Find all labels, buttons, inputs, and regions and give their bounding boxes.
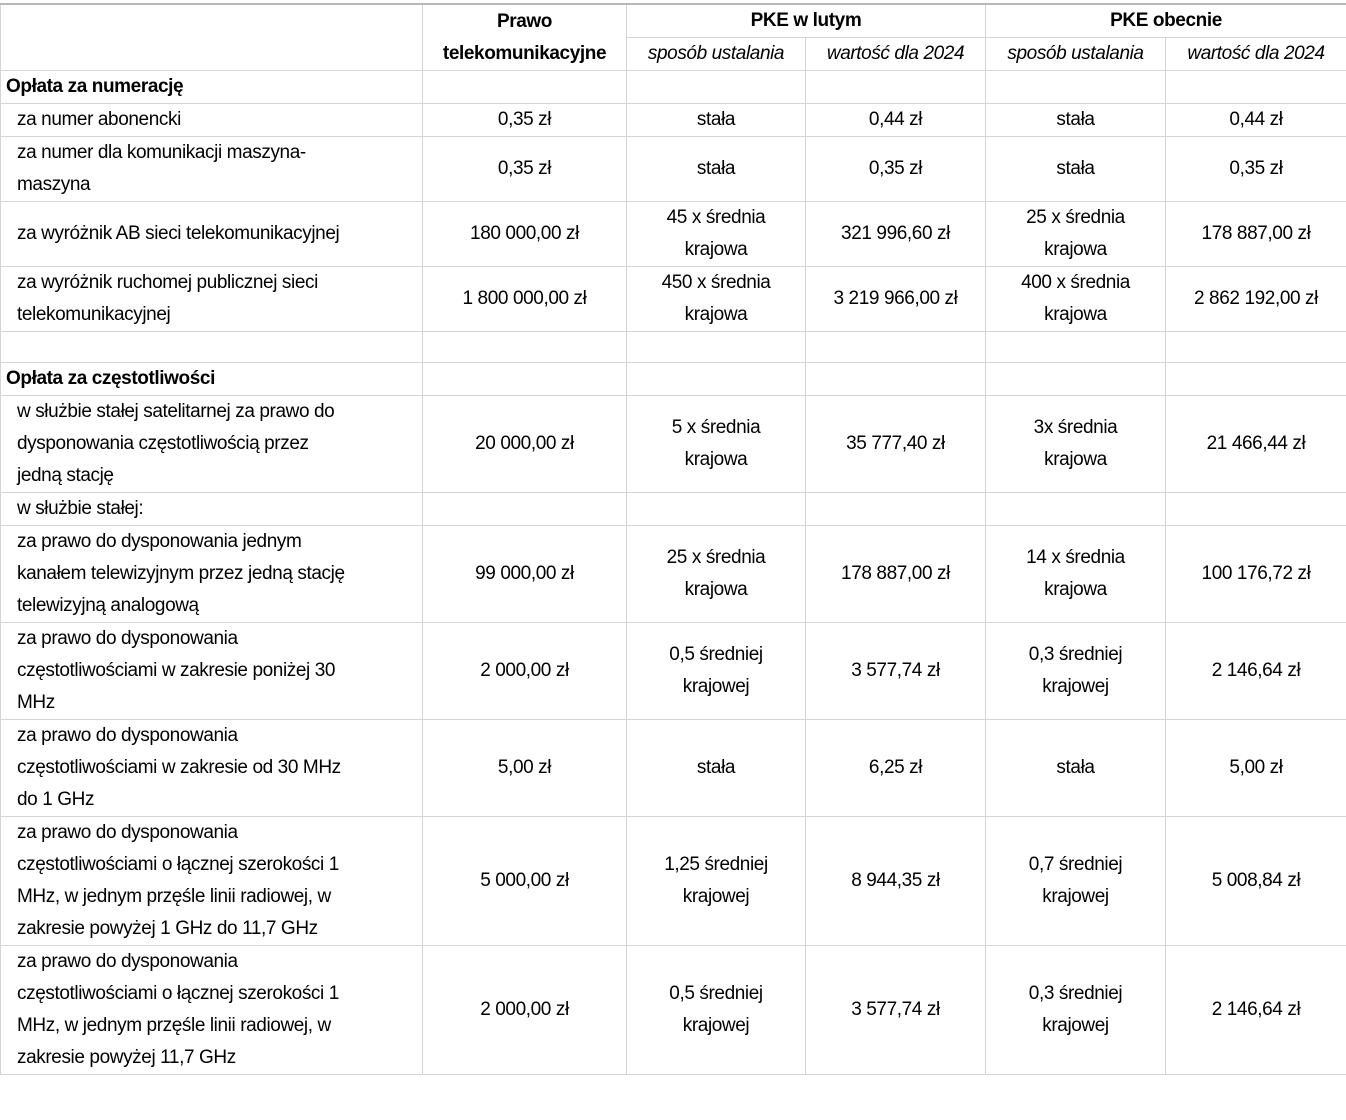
row-label: za wyróżnik ruchomej publicznej sieci telekomunikacyjnej	[1, 267, 423, 332]
cell-law: 5,00 zł	[423, 720, 627, 817]
header-feb-value: wartość dla 2024	[806, 38, 986, 71]
table-row	[1, 137, 1346, 202]
cell-now-value: 178 887,00 zł	[1166, 202, 1346, 267]
cell-now-value: 21 466,44 zł	[1166, 396, 1346, 493]
cell-now-method: 0,3 średniej krajowej	[986, 946, 1166, 1075]
cell-now-value: 0,44 zł	[1166, 104, 1346, 137]
section-title: Opłata za numerację	[1, 71, 423, 104]
cell-feb-value: 3 577,74 zł	[806, 623, 986, 720]
header-empty	[1, 4, 423, 71]
table-row	[1, 202, 1346, 267]
header-row-1	[1, 4, 1346, 38]
cell-feb-value: 0,44 zł	[806, 104, 986, 137]
row-label: za prawo do dysponowania częstotliwościami o łącznej szerokości 1 MHz, w jednym przęśle linii radiowej, w zakresie powyżej 11,7 GHz	[1, 946, 423, 1075]
cell-now-value: 5,00 zł	[1166, 720, 1346, 817]
cell-feb-method: 25 x średnia krajowa	[627, 526, 806, 623]
empty-cell	[806, 363, 986, 396]
empty-cell	[1166, 71, 1346, 104]
cell-feb-value: 0,35 zł	[806, 137, 986, 202]
cell-now-method: 0,3 średniej krajowej	[986, 623, 1166, 720]
cell-now-value	[1166, 493, 1346, 526]
table-row	[1, 104, 1346, 137]
table-row	[1, 817, 1346, 946]
empty-cell	[627, 363, 806, 396]
section-header-row	[1, 363, 1346, 396]
spacer-row	[1, 332, 1346, 363]
empty-cell	[806, 71, 986, 104]
header-now-method: sposób ustalania	[986, 38, 1166, 71]
empty-cell	[1166, 332, 1346, 363]
cell-now-method: stała	[986, 137, 1166, 202]
cell-feb-method: stała	[627, 104, 806, 137]
cell-feb-value: 178 887,00 zł	[806, 526, 986, 623]
cell-law: 2 000,00 zł	[423, 623, 627, 720]
cell-feb-value: 321 996,60 zł	[806, 202, 986, 267]
row-label: za prawo do dysponowania częstotliwościami o łącznej szerokości 1 MHz, w jednym przęśle linii radiowej, w zakresie powyżej 1 GHz do 11,7 GHz	[1, 817, 423, 946]
empty-cell	[423, 363, 627, 396]
cell-now-value: 5 008,84 zł	[1166, 817, 1346, 946]
table-row	[1, 493, 1346, 526]
cell-now-value: 2 862 192,00 zł	[1166, 267, 1346, 332]
empty-cell	[627, 332, 806, 363]
cell-now-method: 0,7 średniej krajowej	[986, 817, 1166, 946]
cell-feb-value	[806, 493, 986, 526]
row-label: za wyróżnik AB sieci telekomunikacyjnej	[1, 202, 423, 267]
cell-now-value: 2 146,64 zł	[1166, 623, 1346, 720]
row-label: za prawo do dysponowania częstotliwościami w zakresie poniżej 30 MHz	[1, 623, 423, 720]
header-now-value: wartość dla 2024	[1166, 38, 1346, 71]
cell-feb-method: stała	[627, 720, 806, 817]
table-row	[1, 396, 1346, 493]
row-label: za prawo do dysponowania jednym kanałem telewizyjnym przez jedną stację telewizyjną analogową	[1, 526, 423, 623]
header-pke-now: PKE obecnie	[986, 4, 1346, 38]
row-label: w służbie stałej satelitarnej za prawo do dysponowania częstotliwością przez jedną stację	[1, 396, 423, 493]
section-title: Opłata za częstotliwości	[1, 363, 423, 396]
cell-law	[423, 493, 627, 526]
empty-cell	[423, 332, 627, 363]
row-label: za prawo do dysponowania częstotliwościami w zakresie od 30 MHz do 1 GHz	[1, 720, 423, 817]
cell-feb-method: 45 x średnia krajowa	[627, 202, 806, 267]
cell-now-method: 14 x średnia krajowa	[986, 526, 1166, 623]
cell-feb-method: 450 x średnia krajowa	[627, 267, 806, 332]
empty-cell	[986, 332, 1166, 363]
cell-law: 180 000,00 zł	[423, 202, 627, 267]
row-label: w służbie stałej:	[1, 493, 423, 526]
cell-feb-method: 0,5 średniej krajowej	[627, 623, 806, 720]
cell-feb-value: 8 944,35 zł	[806, 817, 986, 946]
cell-now-value: 100 176,72 zł	[1166, 526, 1346, 623]
cell-feb-value: 3 219 966,00 zł	[806, 267, 986, 332]
cell-now-method: 25 x średnia krajowa	[986, 202, 1166, 267]
fee-comparison-table	[0, 3, 1346, 1075]
cell-now-method: 3x średnia krajowa	[986, 396, 1166, 493]
empty-cell	[1, 332, 423, 363]
header-feb-method: sposób ustalania	[627, 38, 806, 71]
cell-now-method: 400 x średnia krajowa	[986, 267, 1166, 332]
cell-feb-value: 35 777,40 zł	[806, 396, 986, 493]
empty-cell	[986, 71, 1166, 104]
section-header-row	[1, 71, 1346, 104]
empty-cell	[1166, 363, 1346, 396]
table-row	[1, 526, 1346, 623]
empty-cell	[806, 332, 986, 363]
cell-feb-value: 6,25 zł	[806, 720, 986, 817]
cell-law: 5 000,00 zł	[423, 817, 627, 946]
empty-cell	[423, 71, 627, 104]
cell-now-method	[986, 493, 1166, 526]
table-row	[1, 623, 1346, 720]
table-row	[1, 720, 1346, 817]
cell-feb-method: 1,25 średniej krajowej	[627, 817, 806, 946]
cell-feb-method: stała	[627, 137, 806, 202]
cell-feb-value: 3 577,74 zł	[806, 946, 986, 1075]
row-label: za numer dla komunikacji maszyna- maszyna	[1, 137, 423, 202]
cell-now-method: stała	[986, 720, 1166, 817]
cell-law: 0,35 zł	[423, 137, 627, 202]
cell-law: 1 800 000,00 zł	[423, 267, 627, 332]
empty-cell	[627, 71, 806, 104]
cell-now-value: 2 146,64 zł	[1166, 946, 1346, 1075]
cell-law: 2 000,00 zł	[423, 946, 627, 1075]
header-pke-feb: PKE w lutym	[627, 4, 986, 38]
header-law: Prawo telekomunikacyjne	[423, 4, 627, 71]
cell-law: 0,35 zł	[423, 104, 627, 137]
cell-now-method: stała	[986, 104, 1166, 137]
cell-feb-method	[627, 493, 806, 526]
table-row	[1, 946, 1346, 1075]
cell-law: 20 000,00 zł	[423, 396, 627, 493]
row-label: za numer abonencki	[1, 104, 423, 137]
cell-feb-method: 5 x średnia krajowa	[627, 396, 806, 493]
cell-law: 99 000,00 zł	[423, 526, 627, 623]
cell-now-value: 0,35 zł	[1166, 137, 1346, 202]
cell-feb-method: 0,5 średniej krajowej	[627, 946, 806, 1075]
table-row	[1, 267, 1346, 332]
empty-cell	[986, 363, 1166, 396]
